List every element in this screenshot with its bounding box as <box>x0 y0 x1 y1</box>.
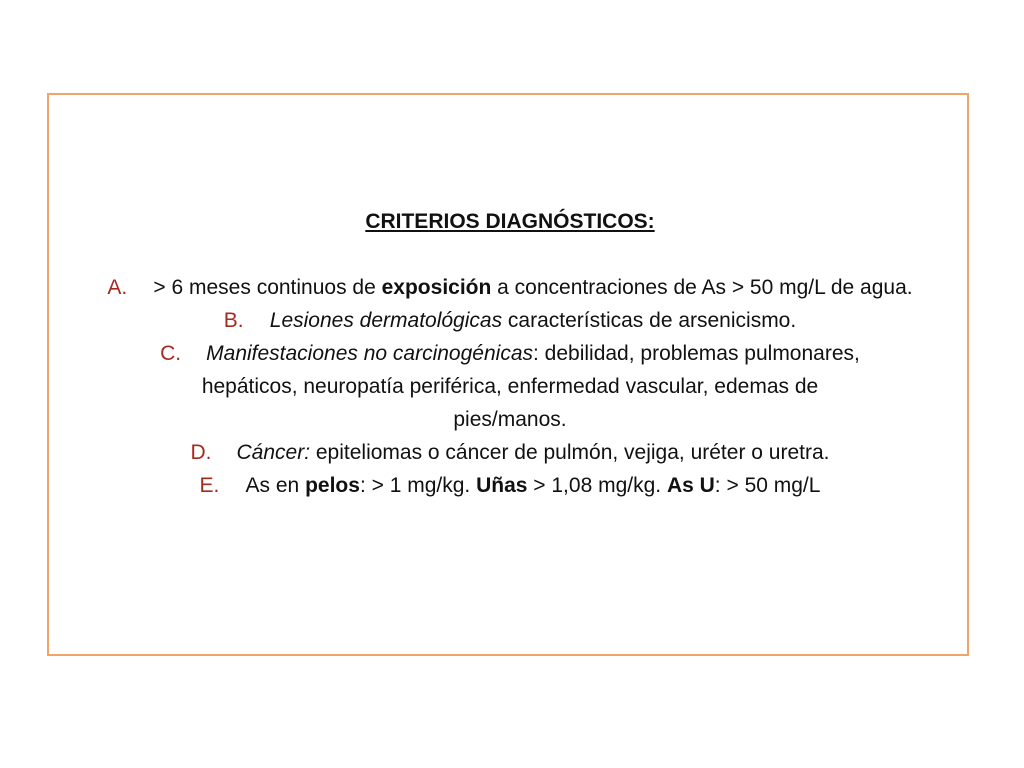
criterion-e <box>50 469 970 502</box>
criterion-a-text-end: a concentraciones de As > 50 mg/L de agua. <box>491 276 913 299</box>
criterion-e-bold-1: pelos <box>305 474 360 497</box>
criterion-e-bold-3: As U <box>666 474 715 497</box>
criterion-a-text-start: > 6 meses continuos de <box>153 276 382 299</box>
criterion-b <box>50 304 970 337</box>
criteria-text-block <box>50 205 970 502</box>
slide-title: CRITERIOS DIAGNÓSTICOS: <box>365 210 655 233</box>
criterion-a-bold: exposición <box>381 276 492 299</box>
criterion-d-text: epiteliomas o cáncer de pulmón, vejiga, uréter o uretra. <box>310 441 830 464</box>
criterion-e-text-4: : > 50 mg/L <box>714 474 821 497</box>
criterion-b-marker: B. <box>223 309 244 332</box>
criterion-e-text-2: : > 1 mg/kg. <box>359 474 477 497</box>
criterion-c-text-line1: : debilidad, problemas pulmonares, <box>533 342 860 365</box>
criterion-c-marker: C. <box>160 342 182 365</box>
criterion-b-text: características de arsenicismo. <box>502 309 797 332</box>
criterion-d-marker: D. <box>190 441 212 464</box>
criterion-c-text-line2: hepáticos, neuropatía periférica, enfermedad vascular, edemas de <box>201 375 819 398</box>
criterion-d-italic: Cáncer: <box>236 441 311 464</box>
criterion-d <box>50 436 970 469</box>
criterion-e-text-3: > 1,08 mg/kg. <box>527 474 667 497</box>
criterion-b-italic: Lesiones dermatológicas <box>269 309 503 332</box>
criterion-e-bold-2: Uñas <box>476 474 528 497</box>
criterion-c-italic: Manifestaciones no carcinogénicas <box>206 342 533 365</box>
criterion-a-marker: A. <box>107 276 128 299</box>
criterion-c-text-line3: pies/manos. <box>453 408 567 431</box>
criterion-c <box>50 337 970 436</box>
criterion-a <box>50 271 970 304</box>
criterion-e-marker: E. <box>199 474 220 497</box>
criterion-e-text-1: As en <box>245 474 306 497</box>
